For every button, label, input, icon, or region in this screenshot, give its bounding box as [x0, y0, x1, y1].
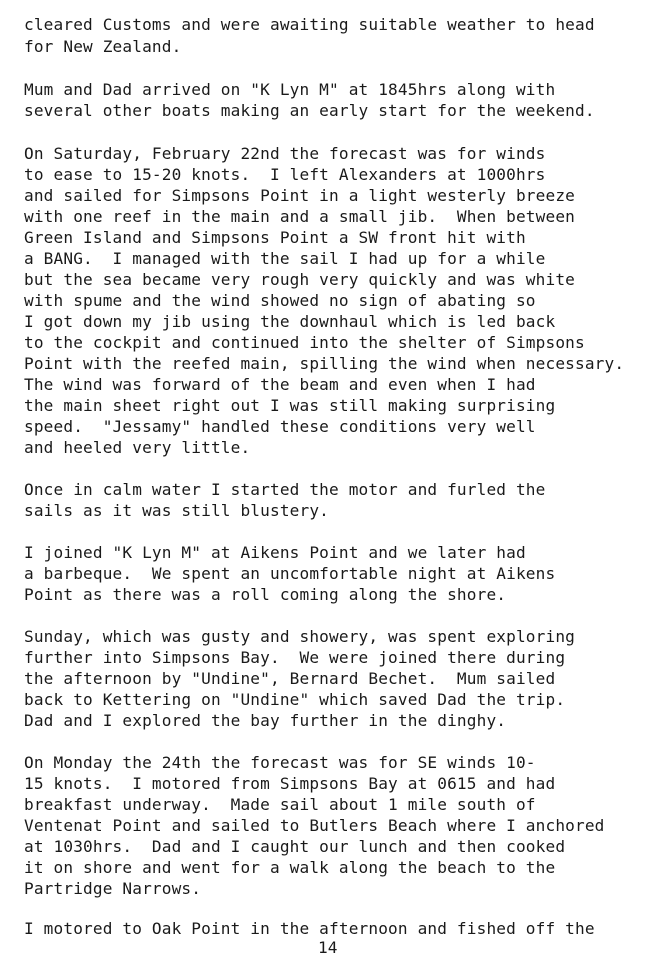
text-line: I got down my jib using the downhaul which is led back [24, 312, 556, 331]
text-line: a barbeque. We spent an uncomfortable night at Aikens [24, 564, 556, 583]
text-line: and sailed for Simpsons Point in a light westerly breeze [24, 186, 575, 205]
text-line: Point with the reefed main, spilling the wind when necessary. [24, 354, 625, 373]
text-line: I joined "K Lyn M" at Aikens Point and we later had [24, 543, 526, 562]
text-line: a BANG. I managed with the sail I had up for a while [24, 249, 546, 268]
text-line: breakfast underway. Made sail about 1 mile south of [24, 795, 536, 814]
text-line: 15 knots. I motored from Simpsons Bay at 0615 and had [24, 774, 556, 793]
text-line: at 1030hrs. Dad and I caught our lunch and then cooked [24, 837, 566, 856]
text-line: back to Kettering on "Undine" which saved Dad the trip. [24, 690, 566, 709]
text-line: On Saturday, February 22nd the forecast was for winds [24, 144, 546, 163]
text-line: Ventenat Point and sailed to Butlers Beach where I anchored [24, 816, 605, 835]
text-line: Point as there was a roll coming along the shore. [24, 585, 507, 604]
text-line: with spume and the wind showed no sign of abating so [24, 291, 536, 310]
text-line: Once in calm water I started the motor and furled the [24, 480, 546, 499]
text-line: the main sheet right out I was still making surprising [24, 396, 556, 415]
text-line: Dad and I explored the bay further in the dinghy. [24, 711, 507, 730]
text-line: to the cockpit and continued into the shelter of Simpsons [24, 333, 585, 352]
text-line: Partridge Narrows. [24, 879, 202, 898]
text-line: Sunday, which was gusty and showery, was spent exploring [24, 627, 575, 646]
page-number: 14 [318, 938, 338, 957]
text-line: Mum and Dad arrived on "K Lyn M" at 1845hrs along with [24, 80, 556, 99]
text-line: I motored to Oak Point in the afternoon and fished off the [24, 919, 595, 938]
text-line: to ease to 15-20 knots. I left Alexanders at 1000hrs [24, 165, 546, 184]
text-line: sails as it was still blustery. [24, 501, 330, 520]
text-line: cleared Customs and were awaiting suitable weather to head [24, 15, 595, 34]
text-line: On Monday the 24th the forecast was for SE winds 10- [24, 753, 536, 772]
text-line: further into Simpsons Bay. We were joined there during [24, 648, 566, 667]
text-line: it on shore and went for a walk along the beach to the [24, 858, 556, 877]
text-line: several other boats making an early start for the weekend. [24, 101, 595, 120]
text-line: for New Zealand. [24, 37, 182, 56]
text-line: but the sea became very rough very quickly and was white [24, 270, 575, 289]
text-line: The wind was forward of the beam and even when I had [24, 375, 536, 394]
text-line: speed. "Jessamy" handled these conditions very well [24, 417, 536, 436]
text-line: the afternoon by "Undine", Bernard Bechet. Mum sailed [24, 669, 556, 688]
text-line: and heeled very little. [24, 438, 251, 457]
text-line: Green Island and Simpsons Point a SW front hit with [24, 228, 526, 247]
text-line: with one reef in the main and a small jib. When between [24, 207, 575, 226]
